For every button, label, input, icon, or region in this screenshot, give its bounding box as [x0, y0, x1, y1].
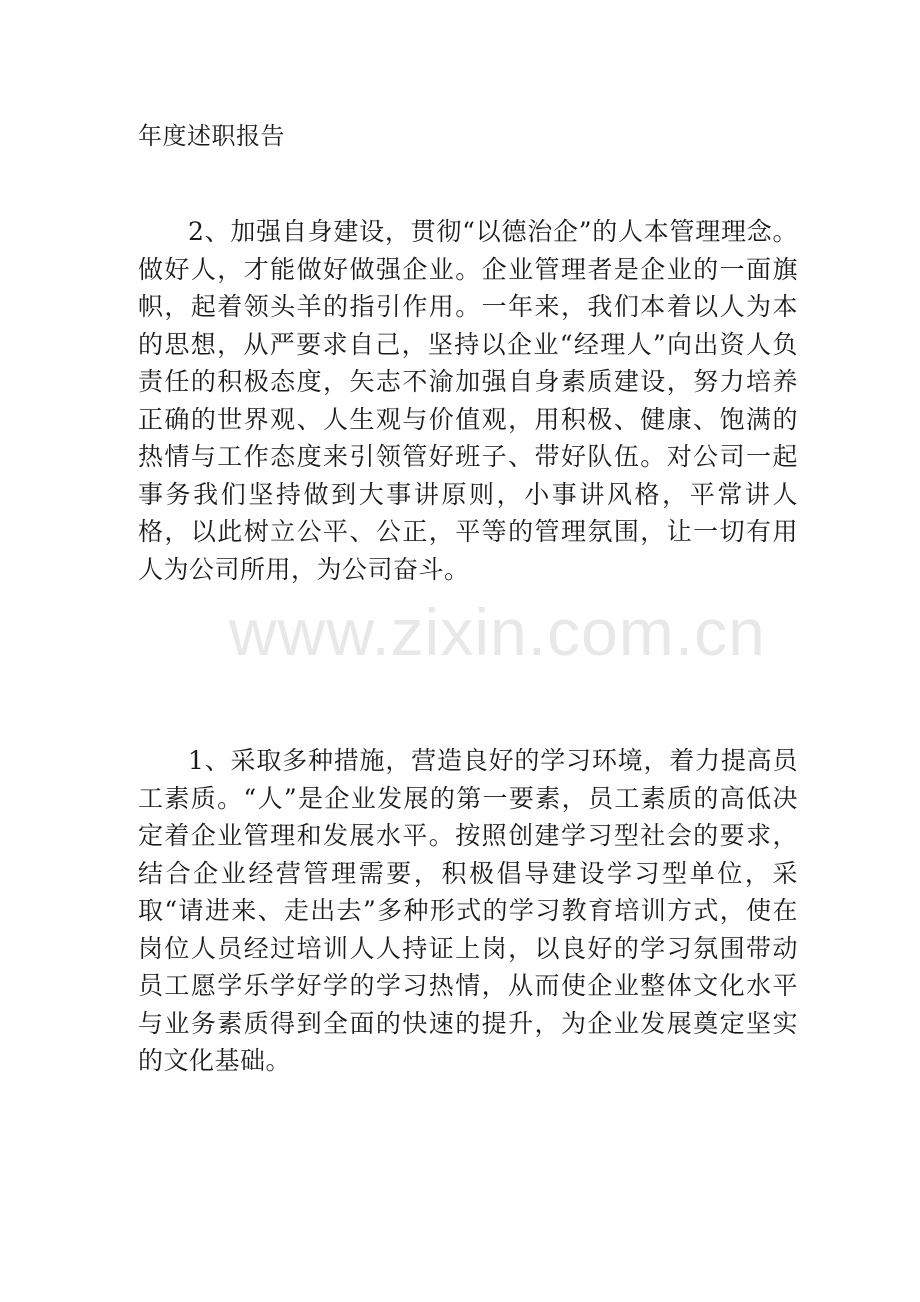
paragraph-self-building: 2、加强自身建设，贯彻“以德治企”的人本管理理念。做好人，才能做好做强企业。企业管理者是企业的一面旗帜，起着领头羊的指引作用。一年来，我们本着以人为本的思想，从严要求自己，坚持以企业“经理人”向出资人负责任的积极态度，矢志不渝加强自身素质建设，努力培养正确的世界观、人生观与价值观，用积极、健康、饱满的热情与工作态度来引领管好班子、带好队伍。对公司一起事务我们坚持做到大事讲原则，小事讲风格，平常讲人格，以此树立公平、公正，平等的管理氛围，让一切有用人为公司所用，为公司奋斗。: [138, 217, 798, 584]
document-title: 年度述职报告: [138, 122, 285, 150]
paragraph-staff-training: 1、采取多种措施，营造良好的学习环境，着力提高员工素质。“人”是企业发展的第一要素，员工素质的高低决定着企业管理和发展水平。按照创建学习型社会的要求，结合企业经营管理需要，积极倡导建设学习型单位，采取“请进来、走出去”多种形式的学习教育培训方式，使在岗位人员经过培训人人持证上岗，以良好的学习氛围带动员工愿学乐学好学的学习热情，从而使企业整体文化水平与业务素质得到全面的快速的提升，为企业发展奠定坚实的文化基础。: [138, 746, 798, 1075]
watermark: www.zixin.com.cn: [229, 595, 766, 669]
